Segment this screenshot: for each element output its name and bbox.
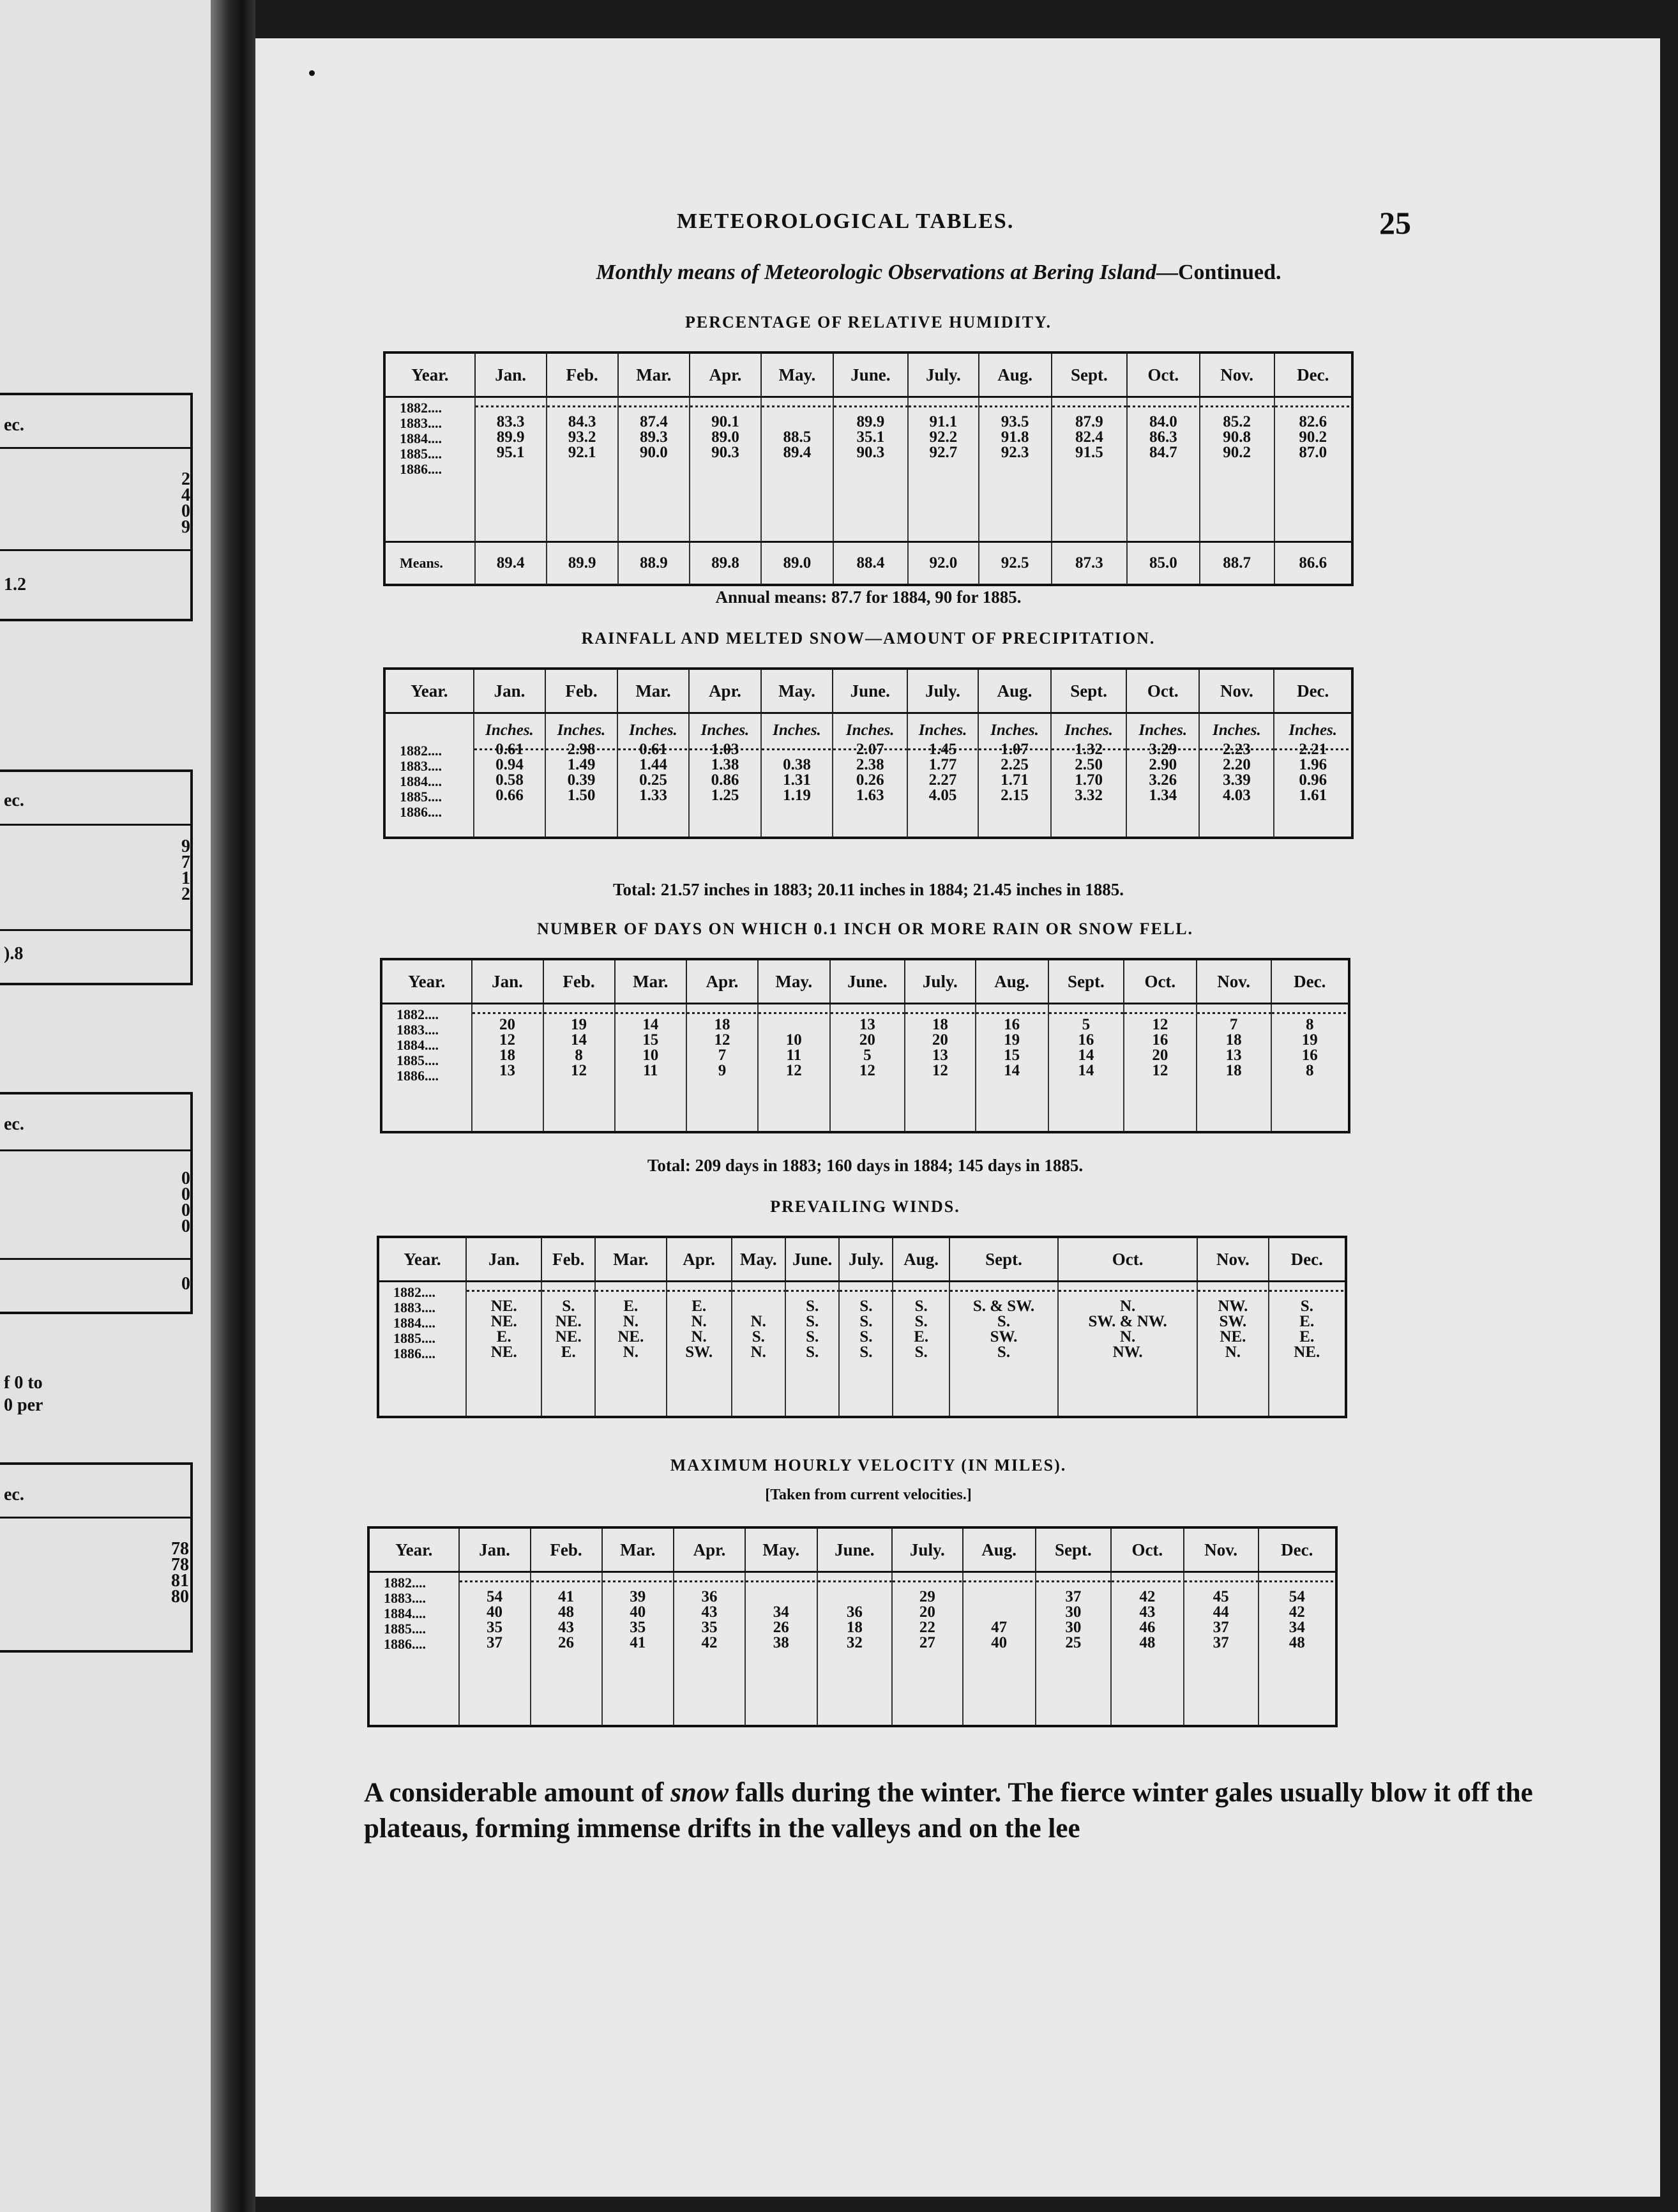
caption-italic: Monthly means of Meteorologic Observations at Bering Island <box>596 261 1156 284</box>
humidity-title: PERCENTAGE OF RELATIVE HUMIDITY. <box>685 313 1052 331</box>
year-labels: 1882.... 1883.... 1884.... 1885.... 1886.... <box>381 1004 472 1133</box>
column-header: Mar. <box>602 1527 674 1572</box>
year-labels: 1882.... 1883.... 1884.... 1885.... 1886.... <box>368 1572 459 1727</box>
data-cell: 12 16 20 12 <box>1124 1004 1197 1133</box>
data-cell: 54 42 34 48 <box>1258 1572 1336 1727</box>
velocity-header-row <box>368 1527 1336 1572</box>
left-table-rule <box>0 447 190 449</box>
data-cell: 19 14 8 12 <box>543 1004 615 1133</box>
column-header: Nov. <box>1200 352 1274 397</box>
data-cell: 18 20 13 12 <box>905 1004 975 1133</box>
data-cell: 10 11 12 <box>758 1004 830 1133</box>
data-cell: 34 26 38 <box>745 1572 817 1727</box>
column-header: May. <box>745 1527 817 1572</box>
left-fragment-text: 1.2 <box>4 575 26 595</box>
mean-cell: 92.5 <box>979 542 1052 586</box>
data-cell: 29 20 22 27 <box>892 1572 962 1727</box>
column-header: Nov. <box>1197 959 1271 1004</box>
body-text-italic: snow <box>670 1778 729 1808</box>
rainfall-note: Total: 21.57 inches in 1883; 20.11 inches in 1884; 21.45 inches in 1885. <box>612 880 1124 899</box>
unit-cell: Inches. <box>1126 713 1199 741</box>
left-fragment-text: ec. <box>4 1485 24 1504</box>
book-gutter <box>211 0 255 2212</box>
column-header: Mar. <box>618 352 690 397</box>
data-cell: 83.3 89.9 95.1 <box>475 397 547 542</box>
left-fragment-text: ec. <box>4 1114 24 1134</box>
column-header: Sept. <box>949 1237 1058 1282</box>
data-cell: 0.38 1.31 1.19 <box>761 741 833 838</box>
left-fragment-text: 2 <box>181 884 190 904</box>
data-cell: E. N. N. SW. <box>667 1282 732 1418</box>
data-cell: S. & SW. S. SW. S. <box>949 1282 1058 1418</box>
unit-cell: Inches. <box>978 713 1051 741</box>
column-header: Apr. <box>689 669 761 713</box>
winds-data-row <box>378 1282 1346 1418</box>
data-cell: N. S. N. <box>732 1282 785 1418</box>
column-header: Aug. <box>978 669 1051 713</box>
column-header: Dec. <box>1258 1527 1336 1572</box>
data-cell: 84.3 93.2 92.1 <box>547 397 618 542</box>
ink-speck <box>309 70 315 76</box>
data-cell: 1.03 1.38 0.86 1.25 <box>689 741 761 838</box>
column-header: Year. <box>384 352 475 397</box>
left-table-border <box>0 1462 193 1653</box>
left-table-rule <box>0 1149 190 1151</box>
mean-cell: 86.6 <box>1274 542 1352 586</box>
column-header: Mar. <box>595 1237 667 1282</box>
column-header: Oct. <box>1058 1237 1197 1282</box>
column-header: Dec. <box>1274 669 1352 713</box>
data-cell: 36 18 32 <box>817 1572 893 1727</box>
left-table-border <box>0 769 193 985</box>
left-fragment-text: 78 <box>171 1555 189 1575</box>
column-header: July. <box>905 959 975 1004</box>
column-header: Year. <box>368 1527 459 1572</box>
data-cell: 42 43 46 48 <box>1111 1572 1184 1727</box>
column-header: May. <box>761 669 833 713</box>
column-header: May. <box>732 1237 785 1282</box>
left-table-rule <box>0 929 190 931</box>
data-cell: E. N. NE. N. <box>595 1282 667 1418</box>
rainfall-title: RAINFALL AND MELTED SNOW—AMOUNT OF PRECIPITATION. <box>581 629 1156 648</box>
mean-cell: 92.0 <box>908 542 978 586</box>
means-label: Means. <box>384 542 475 586</box>
column-header: June. <box>830 959 905 1004</box>
column-header: Jan. <box>459 1527 531 1572</box>
data-cell: 36 43 35 42 <box>674 1572 745 1727</box>
column-header: June. <box>833 669 907 713</box>
data-cell: 1.32 2.50 1.70 3.32 <box>1051 741 1126 838</box>
rainfall-header-row <box>384 669 1352 713</box>
left-table-rule <box>0 824 190 826</box>
mean-cell: 88.4 <box>833 542 909 586</box>
left-fragment-text: 9 <box>181 517 190 537</box>
column-header: Jan. <box>466 1237 541 1282</box>
column-header: Year. <box>378 1237 466 1282</box>
left-table-border <box>0 393 193 621</box>
left-fragment-text: ).8 <box>4 944 24 964</box>
velocity-title: MAXIMUM HOURLY VELOCITY (IN MILES). <box>670 1456 1067 1474</box>
rainfall-units-row <box>384 713 1352 741</box>
data-cell: 5 16 14 14 <box>1048 1004 1124 1133</box>
data-cell: 89.9 35.1 90.3 <box>833 397 909 542</box>
raindays-title: NUMBER OF DAYS ON WHICH 0.1 INCH OR MORE RAIN OR SNOW FELL. <box>536 920 1194 938</box>
data-cell: 54 40 35 37 <box>459 1572 531 1727</box>
left-fragment-text: 0 <box>181 501 190 521</box>
data-cell: 2.98 1.49 0.39 1.50 <box>545 741 617 838</box>
humidity-note: Annual means: 87.7 for 1884, 90 for 1885. <box>715 587 1022 607</box>
left-table-rule <box>0 1258 190 1260</box>
page <box>255 38 1660 2197</box>
column-header: Sept. <box>1052 352 1127 397</box>
data-cell: 8 19 16 8 <box>1271 1004 1349 1133</box>
data-cell: NE. NE. E. NE. <box>466 1282 541 1418</box>
mean-cell: 85.0 <box>1127 542 1200 586</box>
unit-cell: Inches. <box>1199 713 1274 741</box>
mean-cell: 89.0 <box>761 542 833 586</box>
column-header: Year. <box>384 669 474 713</box>
left-fragment-text: 2 <box>181 469 190 489</box>
rainfall-data-row <box>384 741 1352 838</box>
column-header: Sept. <box>1051 669 1126 713</box>
data-cell: 93.5 91.8 92.3 <box>979 397 1052 542</box>
unit-cell: Inches. <box>1051 713 1126 741</box>
column-header: Dec. <box>1274 352 1352 397</box>
data-cell: 2.07 2.38 0.26 1.63 <box>833 741 907 838</box>
data-cell: 47 40 <box>963 1572 1036 1727</box>
column-header: Mar. <box>615 959 686 1004</box>
unit-cell: Inches. <box>907 713 978 741</box>
year-cell <box>384 713 474 741</box>
column-header: Oct. <box>1126 669 1199 713</box>
data-cell: 1.07 2.25 1.71 2.15 <box>978 741 1051 838</box>
column-header: Jan. <box>474 669 546 713</box>
unit-cell: Inches. <box>617 713 690 741</box>
column-header: July. <box>907 669 978 713</box>
data-cell: 3.29 2.90 3.26 1.34 <box>1126 741 1199 838</box>
mean-cell: 88.9 <box>618 542 690 586</box>
column-header: May. <box>758 959 830 1004</box>
mean-cell: 89.8 <box>690 542 761 586</box>
year-labels: 1882.... 1883.... 1884.... 1885.... 1886.... <box>384 741 474 838</box>
data-cell: 20 12 18 13 <box>472 1004 543 1133</box>
unit-cell: Inches. <box>833 713 907 741</box>
data-cell: S. E. E. NE. <box>1269 1282 1346 1418</box>
column-header: July. <box>839 1237 893 1282</box>
left-fragment-text: 4 <box>181 485 190 505</box>
data-cell: 87.4 89.3 90.0 <box>618 397 690 542</box>
column-header: Nov. <box>1199 669 1274 713</box>
mean-cell: 88.7 <box>1200 542 1274 586</box>
column-header: Aug. <box>979 352 1052 397</box>
data-cell: 37 30 30 25 <box>1036 1572 1111 1727</box>
data-cell: S. NE. NE. E. <box>541 1282 595 1418</box>
column-header: May. <box>761 352 833 397</box>
data-cell: 2.21 1.96 0.96 1.61 <box>1274 741 1352 838</box>
data-cell: 91.1 92.2 92.7 <box>908 397 978 542</box>
column-header: Feb. <box>543 959 615 1004</box>
column-header: Oct. <box>1111 1527 1184 1572</box>
raindays-data-row <box>381 1004 1349 1133</box>
winds-header-row <box>378 1237 1346 1282</box>
column-header: Year. <box>381 959 472 1004</box>
unit-cell: Inches. <box>545 713 617 741</box>
raindays-note: Total: 209 days in 1883; 160 days in 1884; 145 days in 1885. <box>647 1156 1084 1175</box>
left-table-rule <box>0 549 190 551</box>
left-fragment-text: f 0 to <box>4 1373 43 1393</box>
left-fragment-text: 80 <box>171 1587 189 1607</box>
left-fragment-text: 0 <box>181 1169 190 1188</box>
left-fragment-text: ec. <box>4 791 24 810</box>
humidity-means-row <box>384 542 1352 586</box>
data-cell: 87.9 82.4 91.5 <box>1052 397 1127 542</box>
left-fragment-text: 0 <box>181 1274 190 1294</box>
column-header: Apr. <box>674 1527 745 1572</box>
column-header: Feb. <box>547 352 618 397</box>
column-header: Feb. <box>541 1237 595 1282</box>
left-fragment-text: 0 <box>181 1185 190 1204</box>
column-header: Dec. <box>1269 1237 1346 1282</box>
data-cell: 7 18 13 18 <box>1197 1004 1271 1133</box>
winds-table <box>377 1236 1347 1418</box>
column-header: Sept. <box>1048 959 1124 1004</box>
column-header: Jan. <box>472 959 543 1004</box>
running-title: METEOROLOGICAL TABLES. <box>677 209 1015 233</box>
page-number: 25 <box>1379 205 1411 241</box>
data-cell: 16 19 15 14 <box>976 1004 1048 1133</box>
left-fragment-text: 1 <box>181 868 190 888</box>
humidity-table <box>383 351 1354 586</box>
column-header: Oct. <box>1127 352 1200 397</box>
column-header: Dec. <box>1271 959 1349 1004</box>
column-header: Sept. <box>1036 1527 1111 1572</box>
column-header: Apr. <box>690 352 761 397</box>
left-page-fragment <box>0 0 211 2212</box>
left-fragment-text: ec. <box>4 415 24 435</box>
data-cell: 82.6 90.2 87.0 <box>1274 397 1352 542</box>
column-header: Apr. <box>667 1237 732 1282</box>
data-cell: NW. SW. NE. N. <box>1197 1282 1268 1418</box>
unit-cell: Inches. <box>474 713 546 741</box>
body-text-start: A considerable amount of <box>364 1778 671 1808</box>
data-cell: 88.5 89.4 <box>761 397 833 542</box>
column-header: Aug. <box>963 1527 1036 1572</box>
velocity-subtitle: [Taken from current velocities.] <box>765 1487 972 1503</box>
data-cell: 0.61 1.44 0.25 1.33 <box>617 741 690 838</box>
column-header: Aug. <box>976 959 1048 1004</box>
left-fragment-text: 7 <box>181 852 190 872</box>
data-cell: S. S. E. S. <box>893 1282 949 1418</box>
unit-cell: Inches. <box>1274 713 1352 741</box>
data-cell: 45 44 37 37 <box>1184 1572 1258 1727</box>
column-header: Feb. <box>545 669 617 713</box>
rainfall-table <box>383 667 1354 839</box>
data-cell: 18 12 7 9 <box>686 1004 758 1133</box>
data-cell: 41 48 43 26 <box>531 1572 602 1727</box>
column-header: Nov. <box>1184 1527 1258 1572</box>
year-labels: 1882.... 1883.... 1884.... 1885.... 1886.... <box>384 397 475 542</box>
left-fragment-text: 0 <box>181 1201 190 1220</box>
left-fragment-text: 0 <box>181 1216 190 1236</box>
unit-cell: Inches. <box>689 713 761 741</box>
data-cell: 0.61 0.94 0.58 0.66 <box>474 741 546 838</box>
column-header: July. <box>892 1527 962 1572</box>
data-cell: 39 40 35 41 <box>602 1572 674 1727</box>
mean-cell: 89.9 <box>547 542 618 586</box>
mean-cell: 87.3 <box>1052 542 1127 586</box>
mean-cell: 89.4 <box>475 542 547 586</box>
column-header: Nov. <box>1197 1237 1268 1282</box>
data-cell: S. S. S. S. <box>839 1282 893 1418</box>
left-table-rule <box>0 1517 190 1519</box>
raindays-header-row <box>381 959 1349 1004</box>
body-paragraph <box>364 1775 1628 1847</box>
left-fragment-text: 0 per <box>4 1395 43 1415</box>
data-cell: N. SW. & NW. N. NW. <box>1058 1282 1197 1418</box>
column-header: Jan. <box>475 352 547 397</box>
column-header: Aug. <box>893 1237 949 1282</box>
velocity-table <box>367 1526 1338 1727</box>
column-header: July. <box>908 352 978 397</box>
data-cell: 85.2 90.8 90.2 <box>1200 397 1274 542</box>
data-cell: S. S. S. S. <box>785 1282 840 1418</box>
data-cell: 14 15 10 11 <box>615 1004 686 1133</box>
column-header: June. <box>817 1527 893 1572</box>
winds-title: PREVAILING WINDS. <box>770 1197 960 1216</box>
column-header: June. <box>785 1237 840 1282</box>
caption-rest: —Continued. <box>1156 261 1281 284</box>
column-header: Oct. <box>1124 959 1197 1004</box>
data-cell: 84.0 86.3 84.7 <box>1127 397 1200 542</box>
data-cell: 1.45 1.77 2.27 4.05 <box>907 741 978 838</box>
column-header: June. <box>833 352 909 397</box>
column-header: Feb. <box>531 1527 602 1572</box>
raindays-table <box>380 958 1350 1133</box>
body-text-end: falls during the winter. The fierce winter gales usually blow it off the plateaus, forming immense drifts in the valleys and on the lee <box>364 1778 1533 1844</box>
data-cell: 90.1 89.0 90.3 <box>690 397 761 542</box>
column-header: Apr. <box>686 959 758 1004</box>
humidity-data-row <box>384 397 1352 542</box>
column-header: Mar. <box>617 669 690 713</box>
caption <box>485 261 1392 285</box>
year-labels: 1882.... 1883.... 1884.... 1885.... 1886.... <box>378 1282 466 1418</box>
velocity-data-row <box>368 1572 1336 1727</box>
left-fragment-text: 9 <box>181 837 190 856</box>
left-table-border <box>0 1092 193 1314</box>
unit-cell: Inches. <box>761 713 833 741</box>
left-fragment-text: 78 <box>171 1539 189 1559</box>
data-cell: 13 20 5 12 <box>830 1004 905 1133</box>
data-cell: 2.23 2.20 3.39 4.03 <box>1199 741 1274 838</box>
humidity-header-row <box>384 352 1352 397</box>
left-fragment-text: 81 <box>171 1571 189 1591</box>
